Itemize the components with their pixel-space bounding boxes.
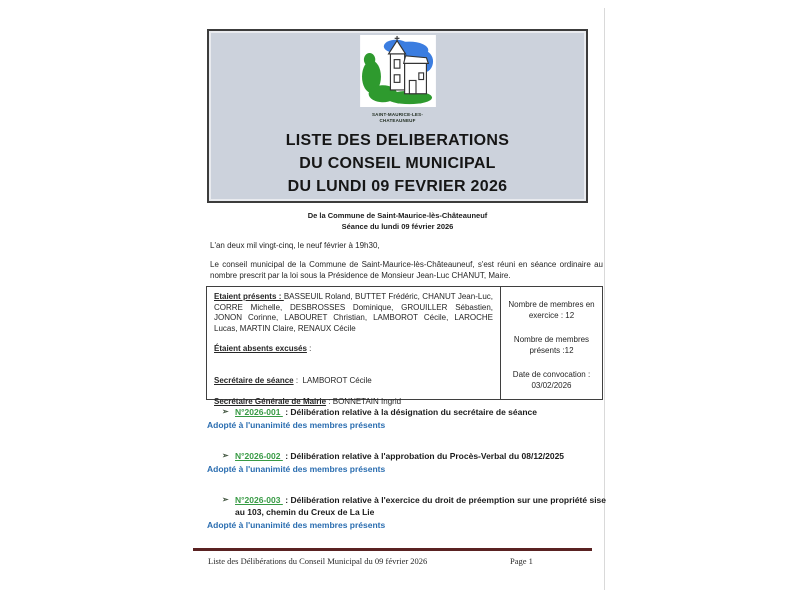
church-logo-icon xyxy=(359,35,437,107)
arrow-bullet-icon: ➢ xyxy=(222,407,229,416)
title-line-3: DU LUNDI 09 FEVRIER 2026 xyxy=(287,178,508,195)
deliberation-separator: : xyxy=(282,407,291,417)
absent-value: : xyxy=(306,344,312,353)
deliberation-head xyxy=(207,494,606,518)
present-members xyxy=(214,292,493,334)
deliberation-separator: : xyxy=(282,451,291,461)
document-title xyxy=(209,129,586,198)
present-value: BASSEUIL Roland, BUTTET Frédéric, CHANUT Jean-Luc, CORRE Michelle, DESBROSSES Dominique, GROUILLER Sébastien, JONON Corinne, LABOURET Christian, LAMBOROT Cécile, LAROCHE Lucas, MARTIN Claire, RENAUX Cécile xyxy=(214,292,493,333)
arrow-bullet-icon: ➢ xyxy=(222,495,229,504)
deliberation-title xyxy=(235,450,606,462)
deliberation-number: N°2026-002 xyxy=(235,451,283,461)
deliberation-item-2 xyxy=(207,450,606,475)
intro-paragraphs xyxy=(210,240,603,281)
general-secretary-value: : BONNETAIN Ingrid xyxy=(326,397,402,406)
session-secretary xyxy=(214,376,493,387)
deliberation-head xyxy=(207,406,606,418)
deliberation-subject: Délibération relative à la désignation du secrétaire de séance xyxy=(290,407,537,417)
footer-page-number: Page 1 xyxy=(510,556,533,566)
deliberations-list xyxy=(207,406,606,550)
deliberation-result: Adopté à l'unanimité des membres présents xyxy=(207,464,386,474)
deliberation-subject: Délibération relative à l'approbation du Procès-Verbal du 08/12/2025 xyxy=(290,451,565,461)
deliberation-number: N°2026-003 xyxy=(235,495,283,505)
absent-label: Étaient absents excusés xyxy=(214,344,307,353)
deliberation-title xyxy=(235,494,606,518)
attendance-table xyxy=(206,286,603,406)
deliberation-number: N°2026-001 xyxy=(235,407,283,417)
document-subtitle xyxy=(207,210,588,232)
deliberation-item-1 xyxy=(207,406,606,431)
footer-divider xyxy=(193,548,592,551)
footer-text: Liste des Délibérations du Conseil Municipal du 09 février 2026 xyxy=(208,556,428,566)
attendance-left-cell xyxy=(207,287,501,406)
arrow-bullet-icon: ➢ xyxy=(222,451,229,460)
title-line-1: LISTE DES DELIBERATIONS xyxy=(285,132,510,149)
subtitle-commune: De la Commune de Saint-Maurice-lès-Châteauneuf xyxy=(307,211,488,220)
session-secretary-value: : LAMBOROT Cécile xyxy=(293,375,372,385)
intro-line-2: Le conseil municipal de la Commune de Saint-Maurice-lès-Châteauneuf, s'est réuni en séance ordinaire au nombre prescrit par la loi sous la Présidence de Monsieur Jean-Luc CHANUT, Maire. xyxy=(210,260,603,280)
logo-caption: SAINT-MAURICE-LES-CHATEAUNEUF xyxy=(371,112,424,123)
absent-members xyxy=(214,344,493,355)
deliberation-head xyxy=(207,450,606,462)
subtitle-seance: Séance du lundi 09 février 2026 xyxy=(341,222,454,231)
deliberation-result: Adopté à l'unanimité des membres présents xyxy=(207,520,386,530)
attendance-right-cell xyxy=(501,287,602,399)
convocation-date: Date de convocation : 03/02/2026 xyxy=(512,370,591,390)
present-label: Etaient présents : xyxy=(214,292,284,301)
commune-logo xyxy=(358,35,438,124)
title-box xyxy=(207,29,588,203)
deliberation-title xyxy=(235,406,606,418)
deliberation-separator: : xyxy=(282,495,291,505)
deliberation-subject: Délibération relative à l'exercice du droit de préemption sur une propriété sise au 103, chemin du Creux de La Lie xyxy=(235,495,607,517)
general-secretary-label: Secrétaire Générale de Mairie xyxy=(214,397,327,406)
intro-line-1: L'an deux mil vingt-cinq, le neuf février à 19h30, xyxy=(210,241,380,250)
deliberation-result: Adopté à l'unanimité des membres présents xyxy=(207,420,386,430)
title-line-2: DU CONSEIL MUNICIPAL xyxy=(299,155,496,172)
deliberation-item-3 xyxy=(207,494,606,531)
members-present-count: Nombre de membres présents :12 xyxy=(513,335,590,355)
session-secretary-label: Secrétaire de séance xyxy=(214,375,294,385)
members-in-office: Nombre de membres en exercice : 12 xyxy=(508,300,595,320)
